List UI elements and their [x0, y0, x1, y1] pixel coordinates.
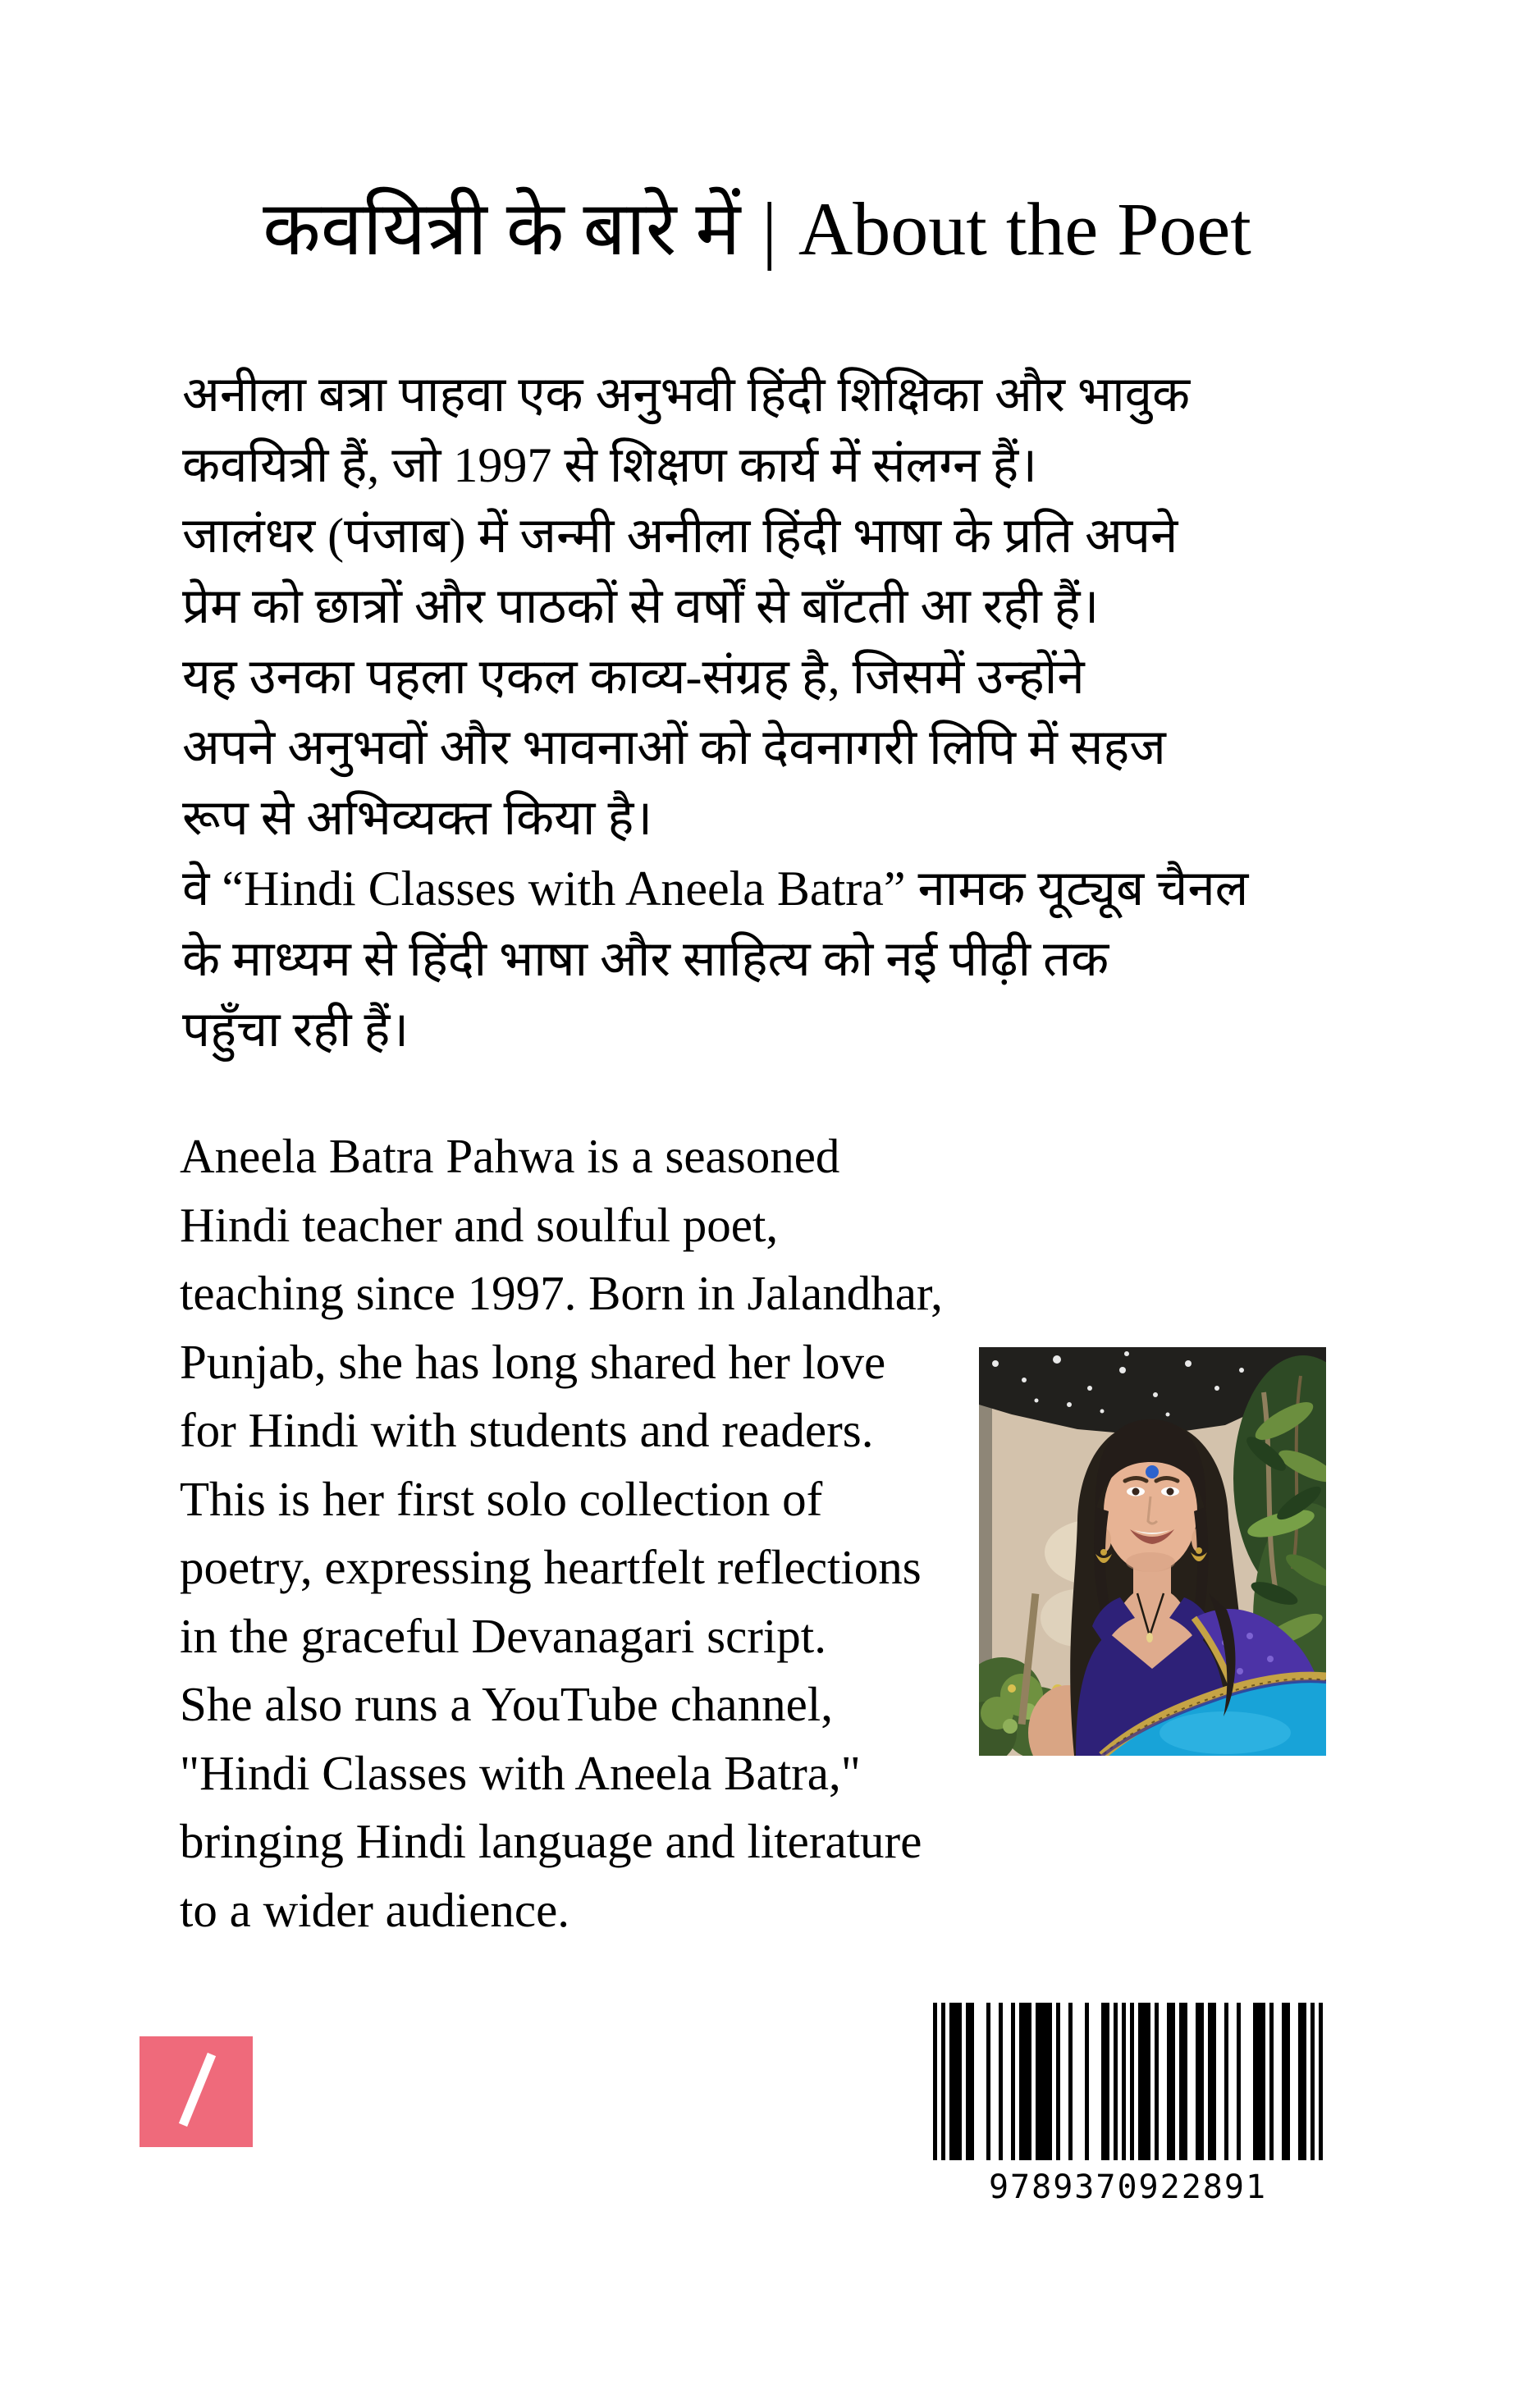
hindi-bio-line: जालंधर (पंजाब) में जन्मी अनीला हिंदी भाषा के प्रति अपने: [182, 509, 1178, 563]
hindi-bio-line: यह उनका पहला एकल काव्य-संग्रह है, जिसमें उन्होंने: [182, 650, 1085, 704]
isbn-number: 9789370922891: [988, 2168, 1268, 2206]
english-bio-line: for Hindi with students and readers.: [180, 1403, 874, 1457]
english-bio-line: to a wider audience.: [180, 1882, 570, 1937]
hindi-bio-line: रूप से अभिव्यक्त किया है।: [182, 791, 653, 845]
hindi-bio-line: पहुँचा रही हैं।: [182, 1003, 409, 1057]
poet-photo: [979, 1347, 1326, 1756]
english-bio-line: bringing Hindi language and literature: [180, 1814, 922, 1868]
hindi-bio-line: कवयित्री हैं, जो 1997 से शिक्षण कार्य में संलग्न हैं।: [182, 438, 1037, 492]
photo-bindi: [1146, 1465, 1159, 1478]
english-bio-line: "Hindi Classes with Aneela Batra,": [180, 1745, 861, 1800]
page-title: [0, 174, 1514, 276]
english-bio-line: This is her first solo collection of: [180, 1471, 823, 1526]
barcode-bars: [933, 2003, 1323, 2160]
hindi-bio-line: के माध्यम से हिंदी भाषा और साहित्य को नई पीढ़ी तक: [182, 932, 1109, 986]
english-bio-paragraph: [180, 1122, 943, 1944]
hindi-bio-line: अनीला बत्रा पाहवा एक अनुभवी हिंदी शिक्षिका और भावुक: [182, 368, 1191, 422]
english-bio-line: She also runs a YouTube channel,: [180, 1677, 833, 1731]
publisher-logo: [140, 2036, 253, 2147]
barcode-module: [1319, 2003, 1323, 2160]
hindi-bio-paragraph: [182, 359, 1248, 1065]
hindi-bio-line: अपने अनुभवों और भावनाओं को देवनागरी लिपि में सहज: [182, 720, 1166, 774]
english-bio-line: Aneela Batra Pahwa is a seasoned: [180, 1129, 840, 1183]
english-bio-line: Punjab, she has long shared her love: [180, 1334, 886, 1389]
english-bio-line: teaching since 1997. Born in Jalandhar,: [180, 1266, 943, 1320]
english-bio-line: in the graceful Devanagari script.: [180, 1608, 826, 1663]
page-title-hindi: कवयित्री के बारे में: [263, 187, 741, 271]
isbn-barcode: [933, 2003, 1323, 2206]
page-title-english: About the Poet: [798, 187, 1251, 271]
hindi-bio-line: प्रेम को छात्रों और पाठकों से वर्षों से बाँटती आ रही हैं।: [182, 579, 1100, 633]
english-bio-line: poetry, expressing heartfelt reflections: [180, 1540, 922, 1594]
hindi-bio-line: वे “Hindi Classes with Aneela Batra” नामक यूट्यूब चैनल: [182, 861, 1249, 916]
title-separator: |: [762, 187, 777, 271]
english-bio-line: Hindi teacher and soulful poet,: [180, 1197, 779, 1252]
